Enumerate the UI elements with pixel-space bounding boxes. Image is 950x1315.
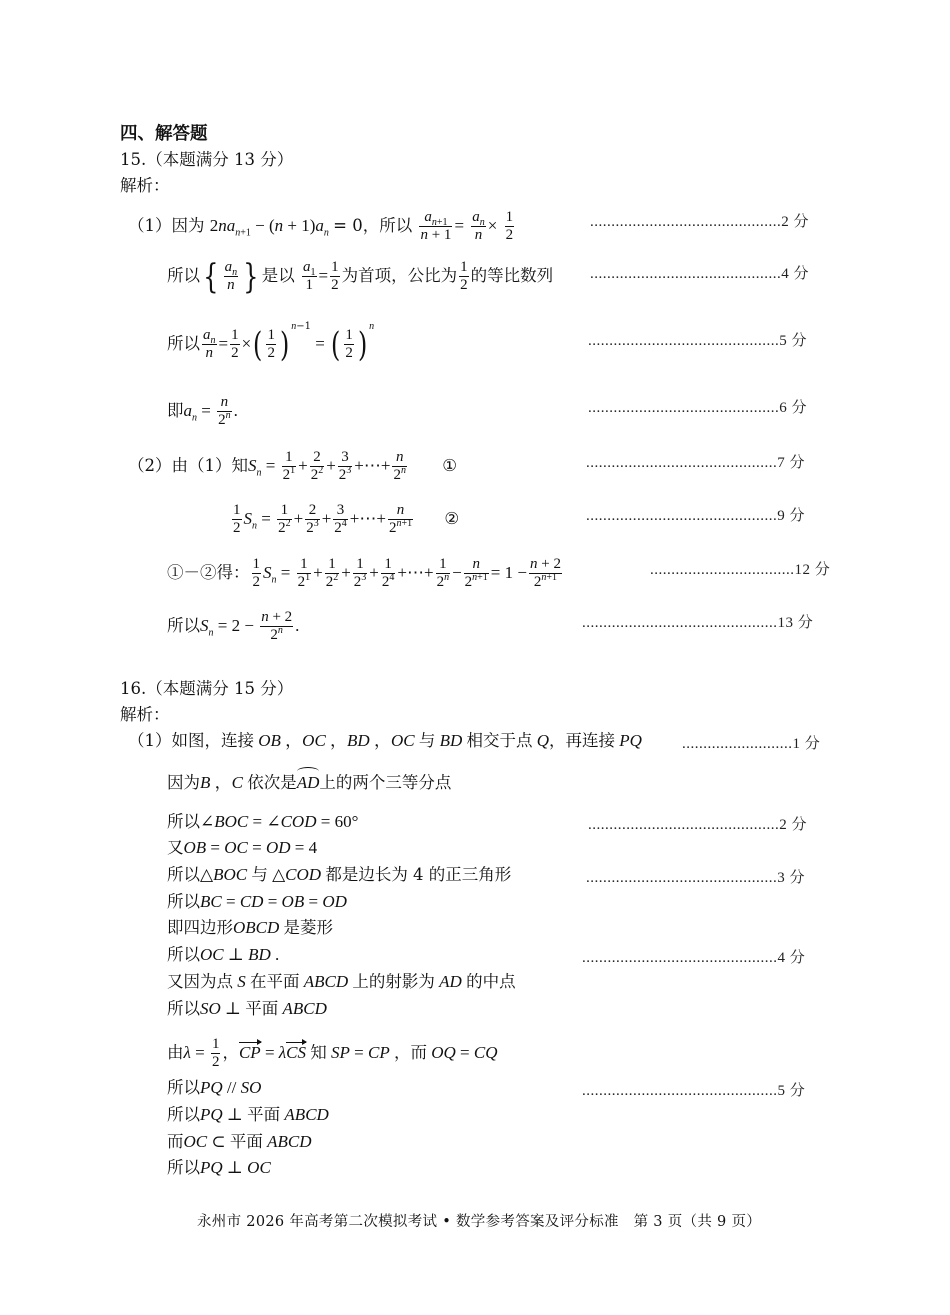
score-leader: ..............................................13 分 bbox=[582, 615, 814, 631]
p15-line-3: 所以 $\frac{a_n}{n}$ = $\frac{1}{2}$ ×( $\frac{1}{2}$ ) $^{n-1}$ = ( $\frac{1}{2}$ ) $^n$ bbox=[167, 320, 375, 365]
p15-line-4: 即$a_n$ = $\frac{n}{2^n}$ . bbox=[167, 394, 238, 428]
frac-term: $\frac{3}{2^3}$ bbox=[338, 449, 352, 483]
p16-line-9: 又因为点 S 在平面 ABCD 上的射影为 AD 的中点 bbox=[167, 972, 516, 991]
p16-line-5: 所以△BOC 与 △COD 都是边长为 4 的正三角形 bbox=[167, 865, 512, 884]
p15-line-2: 所以{ $\frac{a_n}{n}$ } 是以 $\frac{a_1}{1}$ = $\frac{1}{2}$ 为首项，公比为 $\frac{1}{2}$ 的等比数列 bbox=[167, 256, 554, 297]
score-leader: ..............................................4 分 bbox=[582, 950, 806, 966]
frac-half: $\frac{1}{2}$ bbox=[267, 327, 275, 361]
frac-a1-over-1: $\frac{a_1}{1}$ bbox=[303, 259, 316, 293]
frac-half: $\frac{1}{2}$ bbox=[231, 327, 239, 361]
circled-one: ① bbox=[442, 456, 458, 475]
frac-term: $\frac{2}{2^3}$ bbox=[306, 502, 319, 536]
frac-half: $\frac{1}{2}$ bbox=[331, 259, 339, 293]
page-footer: 永州市 2026 年高考第二次模拟考试 • 数学参考答案及评分标准 第 3 页（共 9 页） bbox=[197, 1214, 762, 1230]
frac-term: $\frac{n}{2^{n+1}}$ bbox=[464, 556, 488, 590]
problem-15-title: 15.（本题满分 13 分） bbox=[120, 150, 294, 169]
frac-term: $\frac{3}{2^4}$ bbox=[334, 502, 347, 536]
frac-half: $\frac{1}{2}$ bbox=[460, 259, 468, 293]
section-heading: 四、解答题 bbox=[120, 124, 208, 144]
vector-cp: CP bbox=[238, 1043, 261, 1062]
p16-line-2: 因为B ，C 依次是AD上的两个三等分点 bbox=[167, 773, 452, 792]
p16-line-7: 即四边形OBCD 是菱形 bbox=[167, 918, 334, 937]
p16-line-6: 所以BC = CD = OB = OD bbox=[167, 892, 347, 911]
p15-recurrence: $2na_{n+1} - (n + 1)a_n$ bbox=[209, 216, 329, 239]
problem-16-analysis-label: 解析： bbox=[120, 705, 170, 724]
arc-ad: AD bbox=[296, 773, 320, 792]
frac-n-over-2n: $\frac{n}{2^n}$ bbox=[218, 394, 231, 428]
problem-16-title: 16.（本题满分 15 分） bbox=[120, 679, 294, 698]
frac-term: $\frac{1}{2^2}$ bbox=[278, 502, 291, 536]
p15-line-1: （1）因为 $2na_{n+1} - (n + 1)a_n = 0$，所以 $\frac{a_{n+1}}{n + 1}$ = $\frac{a_n}{n}$ × $\frac{1}{2}$ bbox=[128, 209, 514, 243]
p15-line-5: （2）由（1）知$S_n$ = $\frac{1}{2^1}$ + $\frac{2}{2^2}$ + $\frac{3}{2^3}$ +⋯+ $\frac{n}{2^n}$ ① bbox=[128, 449, 458, 483]
vector-cs: CS bbox=[286, 1043, 307, 1062]
score-leader: .............................................6 分 bbox=[588, 400, 808, 416]
p16-line-13: 所以PQ ⊥ 平面 ABCD bbox=[167, 1105, 329, 1124]
score-leader: ..........................1 分 bbox=[682, 736, 821, 752]
frac-term: $\frac{1}{2^1}$ bbox=[297, 556, 311, 590]
frac-half: $\frac{1}{2}$ bbox=[233, 502, 241, 536]
frac-term: $\frac{1}{2^3}$ bbox=[353, 556, 367, 590]
p15-part1-label: （1）因为 bbox=[128, 216, 205, 235]
frac-half: $\frac{1}{2}$ bbox=[345, 327, 353, 361]
frac-term: $\frac{n + 2}{2^n}$ bbox=[261, 609, 293, 643]
frac-an-over-n: $\frac{a_n}{n}$ bbox=[224, 259, 238, 293]
frac-term: $\frac{1}{2^n}$ bbox=[436, 556, 450, 590]
p15-line-8: 所以$S_n = 2$ − $\frac{n + 2}{2^n}$ . bbox=[167, 609, 300, 643]
frac-term: $\frac{n}{2^{n+1}}$ bbox=[388, 502, 413, 536]
p15-line-6: $\frac{1}{2}$ $S_n$ = $\frac{1}{2^2}$ + $\frac{2}{2^3}$ + $\frac{3}{2^4}$ +⋯+ $\frac{n}{2^{n+1}}$ ② bbox=[233, 502, 460, 536]
frac-half: $\frac{1}{2}$ bbox=[505, 209, 514, 243]
problem-15-analysis-label: 解析： bbox=[120, 176, 170, 195]
frac-half: $\frac{1}{2}$ bbox=[252, 556, 260, 590]
frac-half: $\frac{1}{2}$ bbox=[211, 1036, 220, 1070]
p16-line-14: 而OC ⊂ 平面 ABCD bbox=[167, 1132, 312, 1151]
p15-line-7: ①－②得： $\frac{1}{2}$ $S_n$ = $\frac{1}{2^1}$ + $\frac{1}{2^2}$ + $\frac{1}{2^3}$ + $\frac{1}{2^4}$ +⋯+ $\frac{1}{2^n}$ − $\frac{n}{2^{n+1}}$ = 1 − $\frac{n + 2}{2^{n+1}}$ bbox=[167, 556, 561, 590]
score-leader: .............................................7 分 bbox=[586, 455, 806, 471]
frac-an1-over-n1: $\frac{a_{n+1}}{n + 1}$ bbox=[420, 209, 452, 243]
p16-line-1: （1）如图，连接 OB ，OC ，BD ，OC 与 BD 相交于点 Q，再连接 PQ bbox=[128, 731, 642, 750]
score-leader: .............................................2 分 bbox=[588, 817, 808, 833]
p16-line-15: 所以PQ ⊥ OC bbox=[167, 1158, 271, 1177]
score-leader: .............................................2 分 bbox=[590, 214, 810, 230]
circled-two: ② bbox=[444, 509, 460, 528]
score-leader: .............................................5 分 bbox=[588, 333, 808, 349]
frac-term: $\frac{2}{2^2}$ bbox=[310, 449, 324, 483]
score-leader: .............................................3 分 bbox=[586, 870, 806, 886]
frac-term: $\frac{1}{2^2}$ bbox=[325, 556, 339, 590]
p16-line-8: 所以OC ⊥ BD . bbox=[167, 945, 280, 964]
p16-line-3: 所以∠BOC = ∠COD = 60° bbox=[167, 812, 359, 831]
frac-an-over-n: $\frac{a_n}{n}$ bbox=[203, 327, 216, 361]
score-leader: .............................................4 分 bbox=[590, 266, 810, 282]
frac-term: $\frac{1}{2^1}$ bbox=[282, 449, 296, 483]
frac-term: $\frac{1}{2^4}$ bbox=[381, 556, 395, 590]
frac-term: $\frac{n}{2^n}$ bbox=[393, 449, 406, 483]
score-leader: ..............................................5 分 bbox=[582, 1083, 806, 1099]
frac-term: $\frac{n + 2}{2^{n+1}}$ bbox=[529, 556, 561, 590]
p16-line-12: 所以PQ // SO bbox=[167, 1078, 262, 1097]
frac-an-over-n: $\frac{a_n}{n}$ bbox=[472, 209, 485, 243]
score-leader: ..................................12 分 bbox=[650, 562, 831, 578]
score-leader: .............................................9 分 bbox=[586, 508, 806, 524]
p16-line-4: 又OB = OC = OD = 4 bbox=[167, 838, 318, 857]
p16-line-10: 所以SO ⊥ 平面 ABCD bbox=[167, 999, 327, 1018]
p16-line-11: 由λ = $\frac{1}{2}$ ，CP = λCS 知 SP = CP ，而 OQ = CQ bbox=[167, 1036, 498, 1070]
